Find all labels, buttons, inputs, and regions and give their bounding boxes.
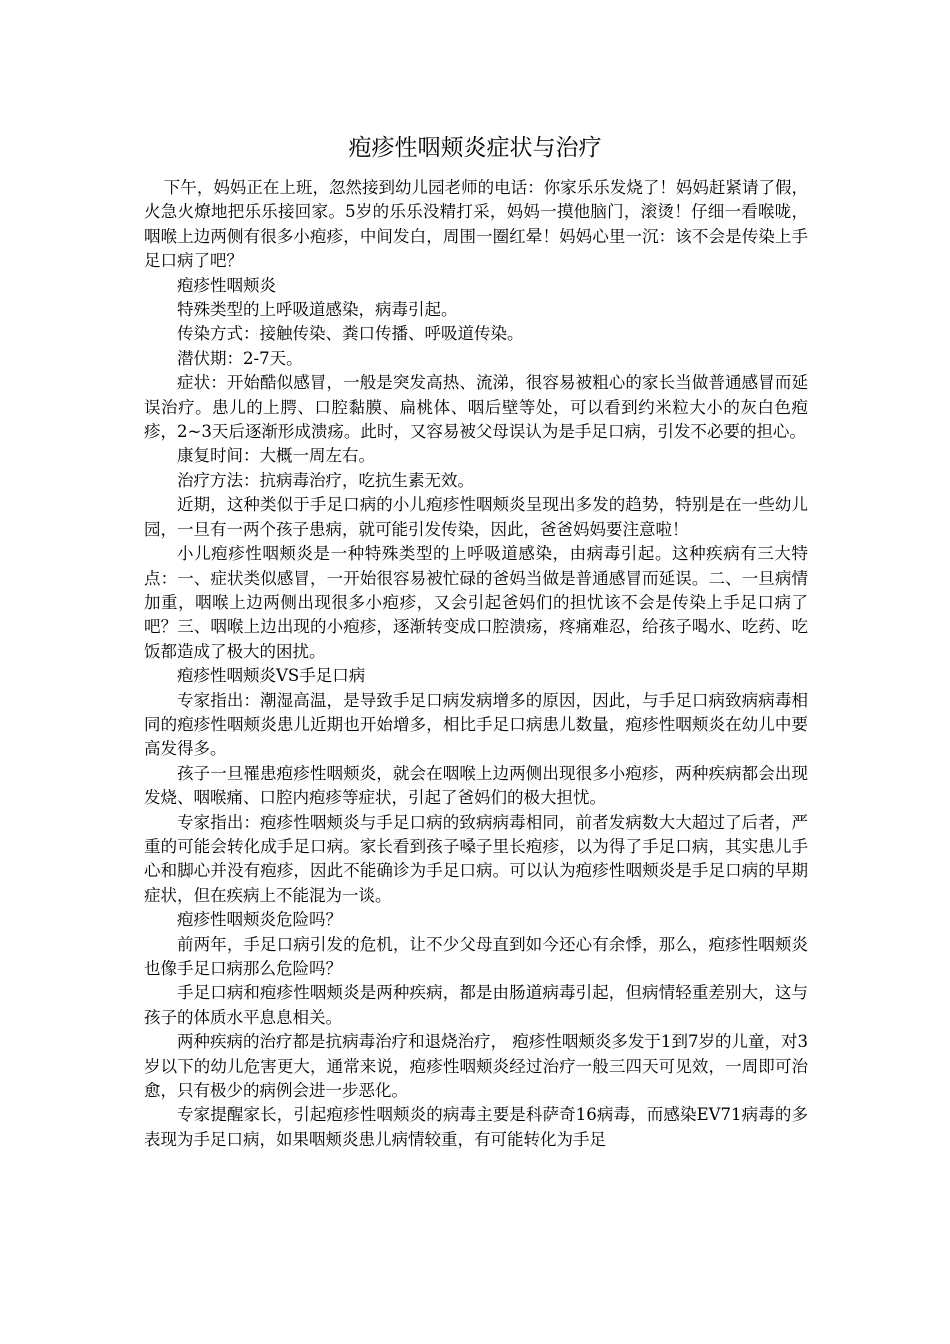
document-title: 疱疹性咽颊炎症状与治疗 — [348, 135, 602, 161]
paragraph: 近期，这种类似于手足口病的小儿疱疹性咽颊炎呈现出多发的趋势，特别是在一些幼儿园，一旦有一两个孩子患病，就可能引发传染，因此，爸爸妈妈要注意啦！ — [144, 495, 808, 539]
paragraph: 专家提醒家长，引起疱疹性咽颊炎的病毒主要是科萨奇16病毒，而感染EV71病毒的多表现为手足口病，如果咽颊炎患儿病情较重，有可能转化为手足 — [144, 1105, 808, 1149]
paragraph: 孩子一旦罹患疱疹性咽颊炎，就会在咽喉上边两侧出现很多小疱疹，两种疾病都会出现发烧、咽喉痛、口腔内疱疹等症状，引起了爸妈们的极大担忧。 — [144, 763, 808, 808]
paragraph: 专家指出：潮湿高温，是导致手足口病发病增多的原因，因此，与手足口病致病病毒相同的疱疹性咽颊炎患儿近期也开始增多，相比手足口病患儿数量，疱疹性咽颊炎在幼儿中要高发得多。 — [144, 690, 808, 759]
paragraph-intro: 下午，妈妈正在上班，忽然接到幼儿园老师的电话：你家乐乐发烧了！妈妈赶紧请了假，火急火燎地把乐乐接回家。5岁的乐乐没精打采，妈妈一摸他脑门，滚烫！仔细一看喉咙，咽喉上边两侧有很多小疱疹，中间发白，周围一圈红晕！妈妈心里一沉：该不会是传染上手足口病了吧？ — [144, 178, 808, 271]
section-heading: 疱疹性咽颊炎VS手足口病 — [177, 666, 366, 686]
paragraph: 传染方式：接触传染、粪口传播、呼吸道传染。 — [177, 324, 524, 344]
paragraph: 康复时间：大概一周左右。 — [177, 446, 375, 466]
paragraph: 两种疾病的治疗都是抗病毒治疗和退烧治疗， 疱疹性咽颊炎多发于1到7岁的儿童，对3岁以下的幼儿危害更大，通常来说，疱疹性咽颊炎经过治疗一般三四天可见效，一周即可治愈，只有极少的病例会进一步恶化。 — [144, 1032, 808, 1101]
paragraph: 症状：开始酷似感冒，一般是突发高热、流涕，很容易被粗心的家长当做普通感冒而延误治疗。患儿的上腭、口腔黏膜、扁桃体、咽后壁等处，可以看到约米粒大小的灰白色疱疹，2~3天后逐渐形成溃疡。此时，又容易被父母误认为是手足口病，引发不必要的担心。 — [144, 373, 808, 442]
paragraph: 治疗方法：抗病毒治疗，吃抗生素无效。 — [177, 470, 474, 490]
paragraph: 特殊类型的上呼吸道感染，病毒引起。 — [177, 300, 458, 320]
paragraph: 手足口病和疱疹性咽颊炎是两种疾病，都是由肠道病毒引起，但病情轻重差别大，这与孩子的体质水平息息相关。 — [144, 983, 808, 1027]
paragraph: 前两年，手足口病引发的危机，让不少父母直到如今还心有余悸，那么，疱疹性咽颊炎也像手足口病那么危险吗？ — [144, 934, 808, 978]
document-body — [144, 176, 808, 1152]
section-heading: 疱疹性咽颊炎 — [177, 275, 276, 295]
paragraph: 小儿疱疹性咽颊炎是一种特殊类型的上呼吸道感染，由病毒引起。这种疾病有三大特点：一、症状类似感冒，一开始很容易被忙碌的爸妈当做是普通感冒而延误。二、一旦病情加重，咽喉上边两侧出现很多小疱疹，又会引起爸妈们的担忧该不会是传染上手足口病了吧？三、咽喉上边出现的小疱疹，逐渐转变成口腔溃疡，疼痛难忍，给孩子喝水、吃药、吃饭都造成了极大的困扰。 — [144, 544, 808, 661]
paragraph: 潜伏期：2-7天。 — [177, 348, 303, 368]
paragraph: 专家指出：疱疹性咽颊炎与手足口病的致病病毒相同，前者发病数大大超过了后者，严重的可能会转化成手足口病。家长看到孩子嗓子里长疱疹，以为得了手足口病，其实患儿手心和脚心并没有疱疹，因此不能确诊为手足口病。可以认为疱疹性咽颊炎是手足口病的早期症状，但在疾病上不能混为一谈。 — [144, 812, 808, 905]
section-heading: 疱疹性咽颊炎危险吗？ — [177, 910, 342, 930]
